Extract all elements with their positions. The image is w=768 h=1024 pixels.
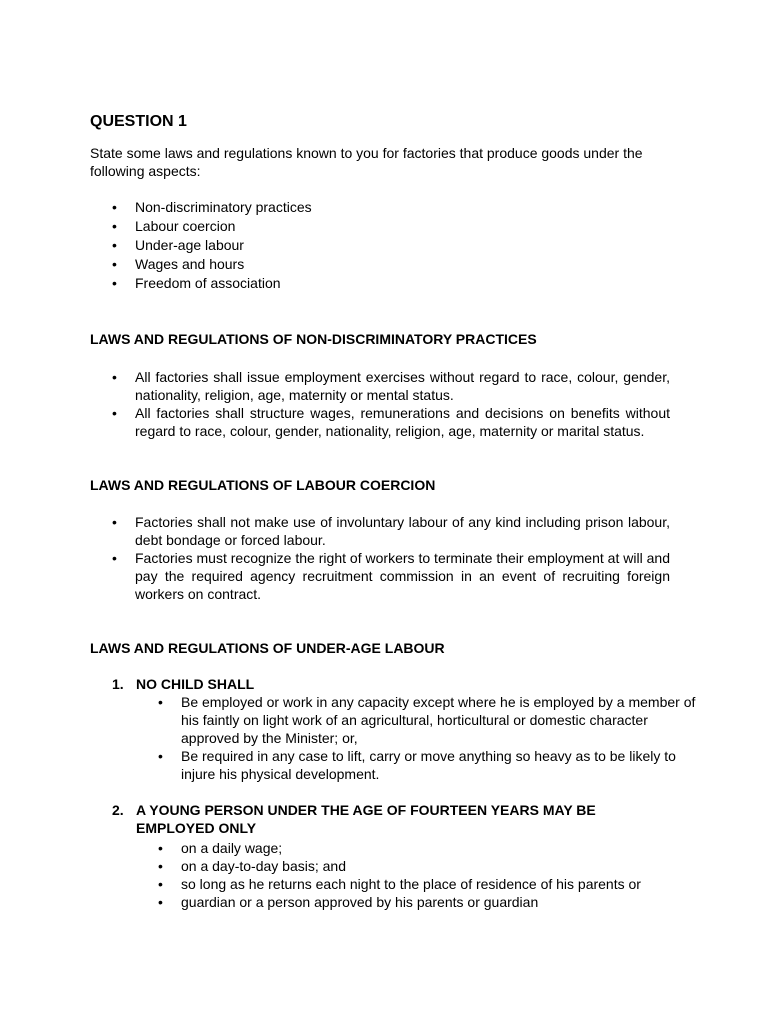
coercion-list bbox=[90, 513, 670, 603]
list-item: • on a daily wage; bbox=[136, 839, 696, 857]
no-child-list bbox=[136, 693, 696, 783]
question-intro: State some laws and regulations known to you for factories that produce goods under the following aspects: bbox=[90, 145, 643, 179]
list-item: • Factories must recognize the right of workers to terminate their employment at will and pay the required agency recruitment commission in an event of recruiting foreign workers on contract. bbox=[90, 549, 670, 603]
list-item: • so long as he returns each night to the place of residence of his parents or bbox=[136, 875, 696, 893]
list-item: • Factories shall not make use of involuntary labour of any kind including prison labour, debt bondage or forced labour. bbox=[90, 513, 670, 549]
young-person-list bbox=[136, 839, 696, 911]
question-title: QUESTION 1 bbox=[90, 113, 187, 130]
section-heading-coercion: LAWS AND REGULATIONS OF LABOUR COERCION bbox=[90, 477, 436, 493]
list-item: • on a day-to-day basis; and bbox=[136, 857, 696, 875]
numbered-heading-2 bbox=[112, 801, 672, 837]
section-heading-nondiscrimination: LAWS AND REGULATIONS OF NON-DISCRIMINATORY PRACTICES bbox=[90, 331, 537, 347]
list-item: • All factories shall structure wages, remunerations and decisions on benefits without regard to race, colour, gender, nationality, religion, age, maternity or marital status. bbox=[90, 404, 670, 440]
list-item: • Freedom of association bbox=[90, 274, 690, 293]
item-title: NO CHILD SHALL bbox=[136, 676, 255, 692]
list-item: • All factories shall issue employment exercises without regard to race, colour, gender, nationality, religion, age, maternity or mental status. bbox=[90, 368, 670, 404]
list-item: • Be required in any case to lift, carry or move anything so heavy as to be likely to injure his physical development. bbox=[136, 747, 696, 783]
nondiscrimination-list bbox=[90, 368, 670, 440]
item-title: A YOUNG PERSON UNDER THE AGE OF FOURTEEN YEARS MAY BE EMPLOYED ONLY bbox=[136, 802, 596, 836]
list-item: • Under-age labour bbox=[90, 236, 690, 255]
aspects-list bbox=[90, 198, 690, 293]
list-item: • Be employed or work in any capacity except where he is employed by a member of his faintly on light work of an agricultural, horticultural or domestic character approved by the Minister; or, bbox=[136, 693, 696, 747]
list-item: • Wages and hours bbox=[90, 255, 690, 274]
numbered-heading-1 bbox=[112, 675, 672, 693]
list-item: • Labour coercion bbox=[90, 217, 690, 236]
list-item: • guardian or a person approved by his parents or guardian bbox=[136, 893, 696, 911]
list-item: • Non-discriminatory practices bbox=[90, 198, 690, 217]
item-number: 1. bbox=[112, 676, 124, 692]
item-number: 2. bbox=[112, 802, 124, 818]
section-heading-underage: LAWS AND REGULATIONS OF UNDER-AGE LABOUR bbox=[90, 640, 445, 656]
